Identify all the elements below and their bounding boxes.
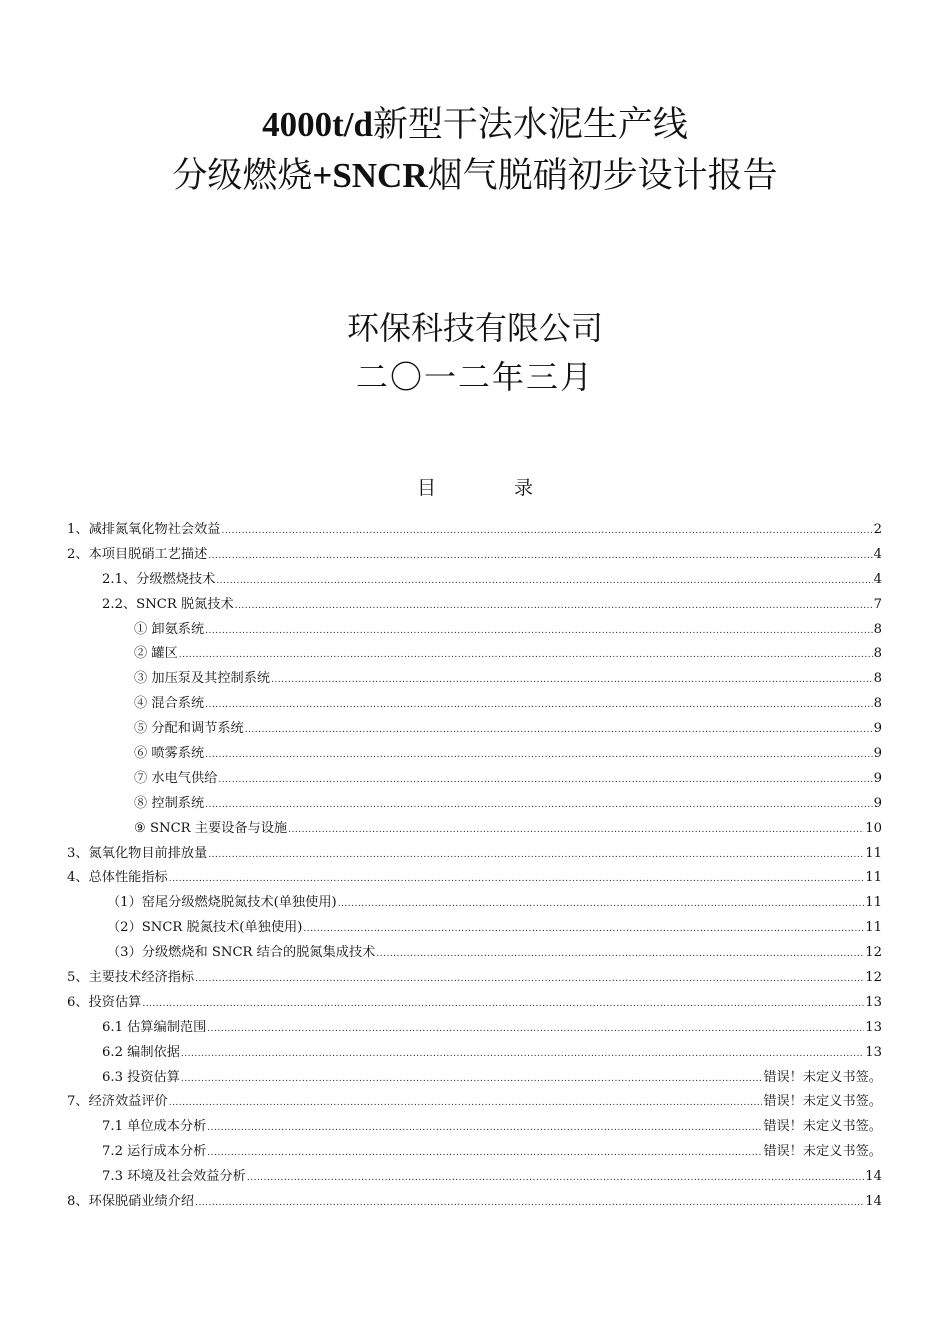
toc-entry[interactable]: [67, 1016, 882, 1041]
toc-entry[interactable]: [67, 568, 882, 593]
toc-entry-title: 7、经济效益评价: [67, 1094, 168, 1110]
toc-entry[interactable]: [67, 767, 882, 792]
toc-entry-page: 错误！未定义书签。: [763, 1144, 882, 1160]
toc-entry-title: 6.3 投资估算: [102, 1069, 180, 1085]
toc-leader-dots: [181, 1042, 864, 1067]
toc-entry-title: ⑦ 水电气供给: [134, 770, 218, 786]
toc-entry-title: ⑤ 分配和调节系统: [134, 721, 244, 737]
toc-entry-page: 错误！未定义书签。: [763, 1069, 882, 1085]
toc-entry-page: 错误！未定义书签。: [763, 1094, 882, 1110]
toc-entry[interactable]: [67, 618, 882, 643]
toc-leader-dots: [207, 1017, 864, 1042]
toc-leader-dots: [208, 544, 872, 569]
toc-entry-page: 11: [865, 845, 882, 861]
toc-leader-dots: [235, 594, 873, 619]
toc-entry-page: 11: [865, 895, 882, 911]
toc-leader-dots: [218, 768, 872, 793]
toc-entry-title: 4、总体性能指标: [67, 870, 168, 886]
toc-entry-title: 6.2 编制依据: [102, 1044, 180, 1060]
toc-entry-title: 2、本项目脱硝工艺描述: [67, 546, 208, 562]
toc-entry-title: （2）SNCR 脱氮技术(单独使用): [107, 920, 303, 936]
toc-leader-dots: [245, 718, 873, 743]
toc-entry-page: 8: [873, 621, 882, 637]
title-line-2-prefix: 分级燃烧: [172, 156, 313, 196]
toc-leader-dots: [207, 1141, 762, 1166]
toc-entry[interactable]: [67, 792, 882, 817]
toc-entry-title: ③ 加压泵及其控制系统: [134, 671, 271, 687]
toc-entry-page: 9: [873, 721, 882, 737]
toc-entry[interactable]: [67, 842, 882, 867]
toc-heading-right: 录: [514, 477, 534, 499]
toc-entry-title: ④ 混合系统: [134, 696, 205, 712]
toc-entry[interactable]: [67, 991, 882, 1016]
toc-entry-page: 11: [865, 920, 882, 936]
toc-leader-dots: [338, 892, 865, 917]
report-title-line-2: [0, 154, 950, 198]
toc-entry-page: 8: [873, 696, 882, 712]
toc-leader-dots: [271, 668, 873, 693]
organization-name: 环保科技有限公司: [346, 309, 603, 347]
toc-entry-page: 10: [865, 820, 882, 836]
toc-entry-page: 2: [873, 522, 882, 537]
toc-entry-title: 7.3 环境及社会效益分析: [102, 1169, 246, 1185]
toc-leader-dots: [288, 818, 864, 843]
toc-entry[interactable]: [67, 916, 882, 941]
toc-entry-title: 1、减排氮氧化物社会效益: [67, 522, 221, 537]
toc-entry-page: 12: [865, 970, 882, 986]
toc-entry[interactable]: [67, 518, 882, 543]
toc-entry-page: 13: [865, 1044, 882, 1060]
title-capacity: 4000t/d: [262, 105, 373, 144]
toc-leader-dots: [142, 992, 864, 1017]
toc-entry-page: 14: [865, 1169, 882, 1185]
toc-entry-page: 13: [865, 994, 882, 1010]
toc-leader-dots: [205, 619, 872, 644]
toc-entry[interactable]: [67, 941, 882, 966]
report-date: 二〇一二年三月: [355, 358, 594, 396]
toc-leader-dots: [169, 1091, 763, 1116]
toc-entry[interactable]: [67, 1190, 882, 1215]
toc-leader-dots: [195, 1191, 864, 1216]
toc-entry-title: ⑨ SNCR 主要设备与设施: [134, 820, 288, 836]
toc-leader-dots: [205, 743, 872, 768]
toc-leader-dots: [303, 917, 864, 942]
toc-entry-page: 14: [865, 1194, 882, 1210]
toc-entry[interactable]: [67, 1090, 882, 1115]
toc-entry-page: 9: [873, 770, 882, 786]
toc-leader-dots: [205, 693, 872, 718]
report-title-line-1: [0, 103, 950, 147]
toc-entry[interactable]: [67, 1165, 882, 1190]
toc-entry-title: 7.1 单位成本分析: [102, 1119, 207, 1135]
toc-entry[interactable]: [67, 891, 882, 916]
toc-leader-dots: [247, 1166, 864, 1191]
toc-entry-page: 8: [873, 671, 882, 687]
toc-entry-title: ⑥ 喷雾系统: [134, 746, 205, 762]
toc-entry-title: 2.2、SNCR 脱氮技术: [102, 596, 234, 612]
toc-leader-dots: [376, 942, 864, 967]
toc-entry-page: 8: [873, 646, 882, 662]
toc-leader-dots: [221, 519, 872, 544]
toc-entry[interactable]: [67, 543, 882, 568]
toc-entry[interactable]: [67, 692, 882, 717]
toc-entry[interactable]: [67, 1115, 882, 1140]
title-sncr: +SNCR: [312, 156, 428, 195]
toc-entry-title: 7.2 运行成本分析: [102, 1144, 207, 1160]
toc-entry[interactable]: [67, 1041, 882, 1066]
toc-entry[interactable]: [67, 1066, 882, 1091]
toc-entry[interactable]: [67, 593, 882, 618]
title-line-1-text: 新型干法水泥生产线: [372, 105, 688, 145]
toc-leader-dots: [181, 1067, 762, 1092]
toc-entry[interactable]: [67, 717, 882, 742]
toc-entry-title: 6.1 估算编制范围: [102, 1019, 207, 1035]
toc-heading: [0, 476, 950, 500]
toc-entry-title: （1）窑尾分级燃烧脱氮技术(单独使用): [107, 895, 337, 911]
toc-leader-dots: [216, 569, 872, 594]
table-of-contents: [67, 518, 882, 1215]
toc-entry-page: 11: [865, 870, 882, 886]
toc-leader-dots: [169, 867, 865, 892]
toc-entry-title: ⑧ 控制系统: [134, 795, 205, 811]
toc-entry[interactable]: [67, 667, 882, 692]
toc-entry[interactable]: [67, 866, 882, 891]
toc-entry-page: 13: [865, 1019, 882, 1035]
toc-entry-page: 9: [873, 746, 882, 762]
toc-entry-page: 7: [873, 596, 882, 612]
toc-entry-title: 3、氮氧化物目前排放量: [67, 845, 208, 861]
toc-entry-page: 4: [873, 546, 882, 562]
title-line-2-text: 烟气脱硝初步设计报告: [427, 156, 778, 196]
toc-heading-left: 目: [416, 477, 436, 499]
toc-leader-dots: [208, 843, 864, 868]
toc-entry-page: 错误！未定义书签。: [763, 1119, 882, 1135]
toc-leader-dots: [179, 643, 873, 668]
toc-leader-dots: [205, 793, 872, 818]
toc-entry[interactable]: [67, 817, 882, 842]
toc-entry-title: ① 卸氨系统: [134, 621, 205, 637]
toc-entry-title: 8、环保脱硝业绩介绍: [67, 1194, 195, 1210]
toc-entry-title: 6、投资估算: [67, 994, 142, 1010]
toc-entry-page: 12: [865, 945, 882, 961]
toc-entry-page: 4: [873, 571, 882, 587]
toc-entry-page: 9: [873, 795, 882, 811]
toc-entry[interactable]: [67, 742, 882, 767]
toc-entry[interactable]: [67, 966, 882, 991]
toc-entry-title: 2.1、分级燃烧技术: [102, 571, 216, 587]
toc-entry-title: （3）分级燃烧和 SNCR 结合的脱氮集成技术: [107, 945, 376, 961]
toc-entry-title: ② 罐区: [134, 646, 178, 662]
toc-entry-title: 5、主要技术经济指标: [67, 970, 195, 986]
toc-entry[interactable]: [67, 1140, 882, 1165]
toc-leader-dots: [207, 1116, 762, 1141]
toc-leader-dots: [195, 967, 864, 992]
toc-entry[interactable]: [67, 642, 882, 667]
